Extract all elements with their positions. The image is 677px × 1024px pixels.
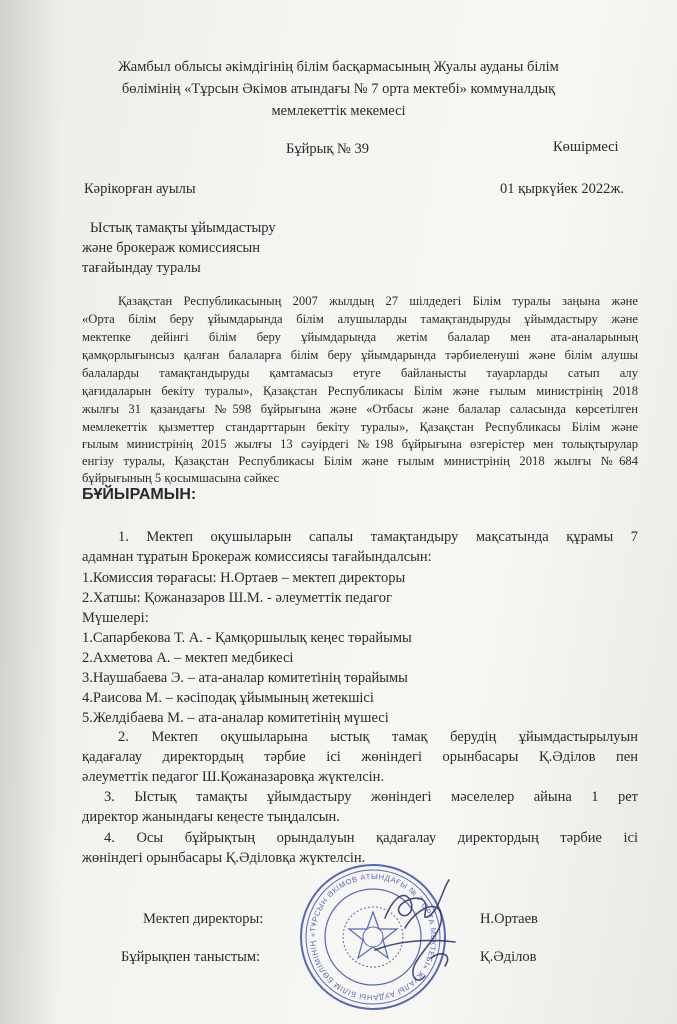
item-3-line-2: директор жанындағы кеңесте тыңдалсын.: [82, 809, 340, 825]
copy-label: Көшірмесі: [553, 139, 619, 155]
subject-line-1: Ыстық тамақты ұйымдастыру: [90, 220, 276, 236]
preamble-line: Қазақстан Республикасының 2007 жылдың 27 шілдедегі Білім туралы заңына және: [118, 294, 638, 308]
member-item: 1.Сапарбекова Т. А. - Қамқоршылық кеңес төрайымы: [82, 630, 412, 646]
svg-text:«ТҰРСЫН ӘКІМОВ АТЫНДАҒЫ № 7 ОР: «ТҰРСЫН ӘКІМОВ АТЫНДАҒЫ № 7 ОРТА МЕКТЕБІ» ЖУАЛЫ АУДАНЫ БІЛІМ БӨЛІМІНІҢ: [307, 871, 439, 1003]
director-label: Мектеп директоры:: [143, 911, 264, 927]
preamble-line: «Орта білім беру ұйымдарында білім алушыларды тамақтандыруды ұйымдастыру және: [82, 312, 638, 326]
director-signature: [345, 858, 485, 998]
order-number: Бұйрық № 39: [286, 141, 369, 157]
commission-secretary: 2.Хатшы: Қожаназаров Ш.М. - әлеуметтік педагог: [82, 590, 392, 606]
preamble-line: қамқорлығынсыз қалған балаларға білім беру ұйымдарында тәрбиеленуші және білім алушы: [82, 348, 638, 362]
item-4-line-1: 4. Осы бұйрықтың орындалуын қадағалау директордың тәрбие ісі: [104, 830, 638, 846]
item-1-line-2: адамнан тұратын Брокераж комиссиясы тағайындалсын:: [82, 549, 432, 565]
subject-line-3: тағайындау туралы: [82, 260, 201, 276]
date: 01 қыркүйек 2022ж.: [500, 181, 624, 197]
member-item: 4.Раисова М. – кәсіподақ ұйымының жетекшісі: [82, 690, 374, 706]
acquainted-name: Қ.Әділов: [480, 949, 537, 965]
members-label: Мүшелері:: [82, 610, 149, 626]
member-item: 3.Наушабаева Э. – ата-аналар комитетінің төрайымы: [82, 670, 408, 686]
place: Кәрікорған ауылы: [84, 181, 196, 197]
preamble-line: балаларды тамақтандыруды қамтамасыз етуге байланысты тауарларды сатып алу: [82, 366, 638, 380]
header-line-1: Жамбыл облысы әкімдігінің білім басқармасының Жуалы ауданы білім: [118, 59, 559, 75]
decree-heading: БҰЙЫРАМЫН:: [82, 486, 197, 503]
preamble-line: бұйрығының 5 қосымшасына сәйкес: [82, 471, 280, 485]
page-shadow: [0, 0, 60, 1024]
acquainted-label: Бұйрықпен таныстым:: [121, 949, 261, 965]
preamble-line: енгізу туралы, Қазақстан Республикасы Білім және ғылым министрінің 2018 жылғы №684: [82, 454, 638, 468]
member-item: 5.Желдібаева М. – ата-аналар комитетінің мүшесі: [82, 710, 389, 726]
commission-chair: 1.Комиссия төрағасы: Н.Ортаев – мектеп директоры: [82, 570, 406, 586]
preamble-line: жылғы 31 қазандағы №598 бұйрығына және «Отбасы және балалар саласында көрсетілген: [82, 402, 638, 416]
subject-line-2: және брокераж комиссиясын: [82, 240, 261, 256]
item-2-line-3: әлеуметтік педагог Ш.Қожаназаровқа жүктелсін.: [82, 769, 385, 785]
director-name: Н.Ортаев: [480, 911, 538, 927]
item-1-line-1: 1. Мектеп оқушыларын сапалы тамақтандыру мақсатында құрамы 7: [118, 529, 638, 545]
header-line-3: мемлекеттік мекемесі: [271, 103, 406, 119]
preamble-line: қағидаларын бекіту туралы», Қазақстан Республикасы Білім және ғылым министрінің 2018: [82, 384, 638, 398]
item-4-line-2: жөніндегі орынбасары Қ.Әділовқа жүктелсін.: [82, 850, 366, 866]
item-3-line-1: 3. Ыстық тамақты ұйымдастыру жөніндегі мәселелер айына 1 рет: [104, 789, 638, 805]
item-2-line-1: 2. Мектеп оқушыларына ыстық тамақ берудің ұйымдастырылуын: [118, 729, 638, 745]
member-item: 2.Ахметова А. – мектеп медбикесі: [82, 650, 294, 666]
preamble-line: ғылым министрінің 2015 жылғы 13 сәуірдегі №198 бұйрығына өзгерістер мен толықтырулар: [82, 437, 638, 451]
item-2-line-2: қадағалау директордың тәрбие ісі жөніндегі орынбасары Қ.Әділов пен: [82, 749, 638, 765]
header-line-2: бөлімінің «Тұрсын Әкімов атындағы № 7 орта мектебі» коммуналдық: [121, 81, 556, 97]
preamble-line: мектепке дейінгі білім беру ұйымдарында жетім балалар мен ата-аналарының: [82, 330, 638, 344]
preamble-line: мемлекеттік қызметтер стандарттарын бекіту туралы», Қазақстан Республикасы Білім және: [82, 420, 638, 434]
